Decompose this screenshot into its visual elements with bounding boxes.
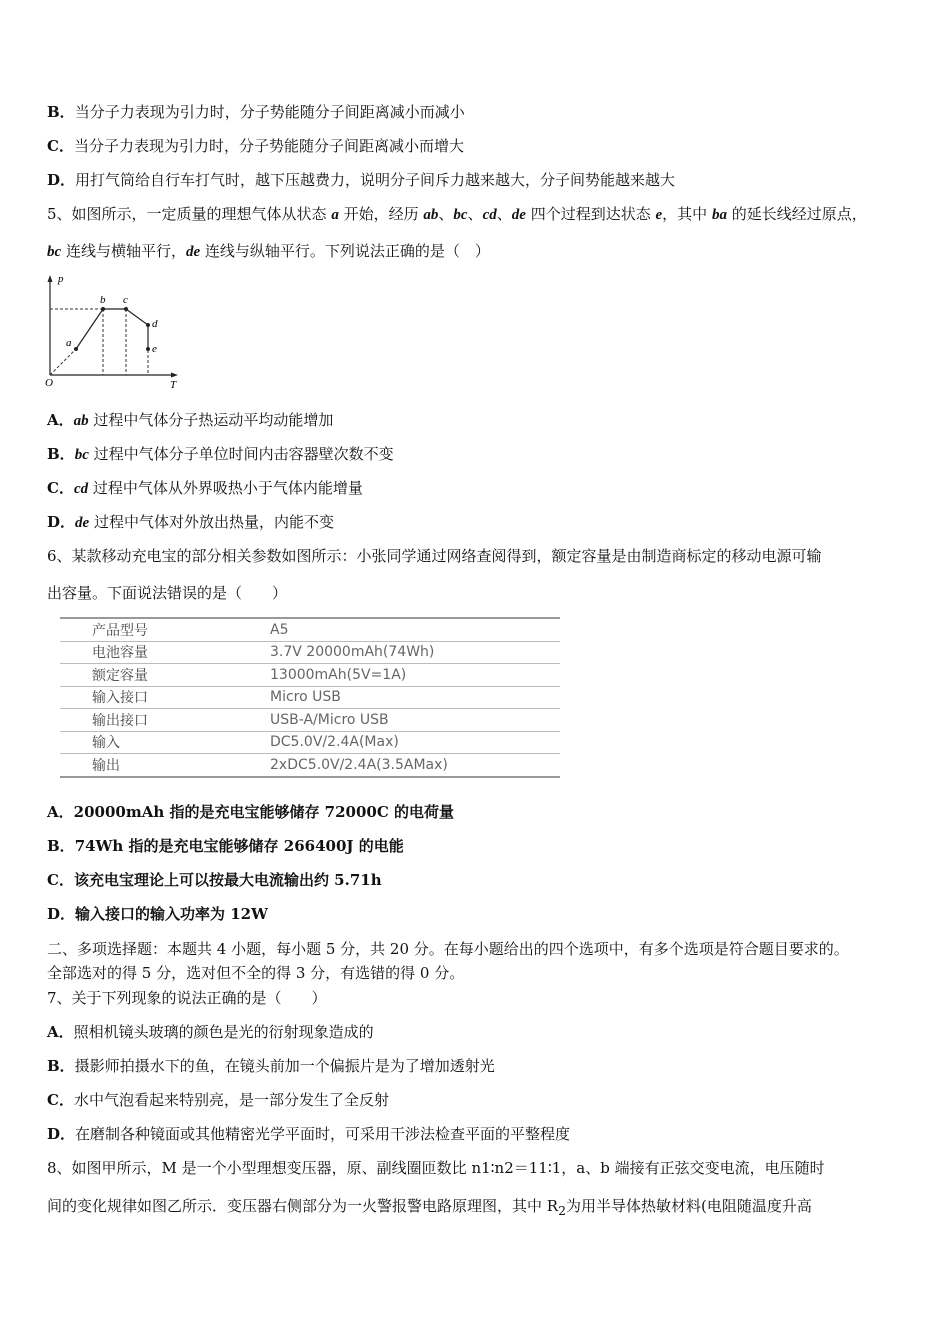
option-text: 过程中气体分子热运动平均动能增加 <box>88 411 334 429</box>
option-label: C． <box>47 871 74 889</box>
pt-graph <box>42 272 182 392</box>
option-text: 该充电宝理论上可以按最大电流输出约 5.71h <box>73 871 382 889</box>
option-label: C． <box>47 1091 74 1109</box>
option-text: 过程中气体从外界吸热小于气体内能增量 <box>88 479 363 497</box>
q7-stem: 7、关于下列现象的说法正确的是（ ） <box>47 989 327 1007</box>
point-label-e: e <box>152 343 157 355</box>
option-text: 当分子力表现为引力时，分子势能随分子间距离减小而增大 <box>73 137 464 155</box>
text: 为用半导体热敏材料(电阻随温度升高 <box>566 1197 812 1215</box>
q8-stem-line2 <box>47 1196 812 1221</box>
text: 、 <box>438 205 454 223</box>
var: de <box>185 244 201 260</box>
spec-value: A5 <box>270 618 560 641</box>
option-label: B． <box>47 103 75 121</box>
text: 开始，经历 <box>338 205 424 223</box>
spec-table <box>60 617 560 778</box>
option-label: D． <box>47 171 76 189</box>
spec-key: 输入 <box>60 731 270 754</box>
q8-stem-line1: 8、如图甲所示，M 是一个小型理想变压器，原、副线圈匝数比 n1∶n2＝11∶1，a、b 端接有正弦交变电流，电压随时 <box>47 1159 825 1177</box>
q7-option-a <box>47 1022 374 1042</box>
origin-label: O <box>45 377 53 389</box>
table-row <box>60 686 560 709</box>
section-heading-line1: 二、多项选择题：本题共 4 小题，每小题 5 分，共 20 分。在每小题给出的四个选项中，有多个选项是符合题目要求的。 <box>47 940 849 958</box>
var: ab <box>423 207 439 223</box>
q4-option-c <box>47 136 464 156</box>
point-label-c: c <box>123 294 128 306</box>
spec-value: Micro USB <box>270 686 560 709</box>
x-label: T <box>170 379 177 391</box>
spec-key: 产品型号 <box>60 618 270 641</box>
q6-option-a <box>47 802 454 822</box>
var: bc <box>74 447 89 463</box>
table-row <box>60 664 560 687</box>
text: 、 <box>496 205 512 223</box>
option-label: C． <box>47 479 74 497</box>
spec-key: 额定容量 <box>60 664 270 687</box>
var: de <box>75 515 90 531</box>
table-row <box>60 618 560 641</box>
option-text: 过程中气体分子单位时间内击容器壁次数不变 <box>88 445 394 463</box>
text: ，其中 <box>662 205 712 223</box>
text: 间的变化规律如图乙所示．变压器右侧部分为一火警报警电路原理图，其中 R <box>47 1197 559 1215</box>
spec-key: 输出 <box>60 754 270 777</box>
option-label: B． <box>47 837 75 855</box>
spec-key: 电池容量 <box>60 641 270 664</box>
text: 连线与纵轴平行。下列说法正确的是（ ） <box>200 242 490 260</box>
q6-stem-line1: 6、某款移动充电宝的部分相关参数如图所示：小张同学通过网络查阅得到，额定容量是由制造商标定的移动电源可输 <box>47 547 822 565</box>
option-label: D． <box>47 1125 76 1143</box>
spec-value: 2xDC5.0V/2.4A(3.5AMax) <box>270 754 560 777</box>
table-row <box>60 709 560 732</box>
option-label: D． <box>47 905 76 923</box>
var: bc <box>47 244 62 260</box>
q6-option-c <box>47 870 382 890</box>
var: de <box>511 207 526 223</box>
option-text: 用打气筒给自行车打气时，越下压越费力，说明分子间斥力越来越大，分子间势能越来越大 <box>75 171 676 189</box>
var: a <box>331 207 339 223</box>
var: cd <box>482 207 497 223</box>
var: bc <box>453 207 468 223</box>
option-text: 74Wh 指的是充电宝能够储存 266400J 的电能 <box>74 837 404 855</box>
table-row <box>60 641 560 664</box>
option-label: C． <box>47 137 74 155</box>
option-label: D． <box>47 513 76 531</box>
q5-option-a <box>47 410 333 431</box>
option-label: B． <box>47 1057 75 1075</box>
arrow-icon <box>171 373 178 378</box>
option-label: A． <box>47 1023 74 1041</box>
q5-option-d <box>47 512 334 533</box>
spec-value: USB-A/Micro USB <box>270 709 560 732</box>
q7-option-b <box>47 1056 495 1076</box>
q4-option-d <box>47 170 675 190</box>
text: 四个过程到达状态 <box>525 205 656 223</box>
option-label: B． <box>47 445 75 463</box>
q5-stem-line1 <box>47 204 867 225</box>
spec-key: 输入接口 <box>60 686 270 709</box>
q5-option-b <box>47 444 394 465</box>
var: cd <box>73 481 89 497</box>
var: e <box>655 207 663 223</box>
option-label: A． <box>47 803 74 821</box>
option-text: 当分子力表现为引力时，分子势能随分子间距离减小而减小 <box>74 103 465 121</box>
option-text: 输入接口的输入功率为 12W <box>75 905 268 923</box>
text: 的延长线经过原点， <box>726 205 867 223</box>
q7-option-c <box>47 1090 389 1110</box>
var: ab <box>73 413 89 429</box>
spec-value: 13000mAh(5V=1A) <box>270 664 560 687</box>
option-text: 过程中气体对外放出热量，内能不变 <box>89 513 334 531</box>
process-path <box>76 309 148 349</box>
option-text: 摄影师拍摄水下的鱼，在镜头前加一个偏振片是为了增加透射光 <box>74 1057 495 1075</box>
q6-option-d <box>47 904 268 924</box>
text: 5、如图所示，一定质量的理想气体从状态 <box>47 205 332 223</box>
option-text: 照相机镜头玻璃的颜色是光的衍射现象造成的 <box>73 1023 374 1041</box>
table-row <box>60 731 560 754</box>
q7-option-d <box>47 1124 570 1144</box>
text: 连线与横轴平行， <box>61 242 186 260</box>
table-row <box>60 754 560 777</box>
subscript: 2 <box>558 1203 567 1218</box>
spec-value: 3.7V 20000mAh(74Wh) <box>270 641 560 664</box>
point-label-d: d <box>152 318 158 330</box>
q4-option-b <box>47 102 465 122</box>
option-text: 水中气泡看起来特别亮，是一部分发生了全反射 <box>73 1091 389 1109</box>
text: 、 <box>467 205 483 223</box>
option-label: A． <box>47 411 74 429</box>
q6-option-b <box>47 836 404 856</box>
q6-stem-line2: 出容量。下面说法错误的是（ ） <box>47 584 288 602</box>
option-text: 在磨制各种镜面或其他精密光学平面时，可采用干涉法检查平面的平整程度 <box>75 1125 571 1143</box>
y-label: p <box>58 273 64 285</box>
q5-option-c <box>47 478 363 499</box>
option-text: 20000mAh 指的是充电宝能够储存 72000C 的电荷量 <box>73 803 455 821</box>
q5-stem-line2 <box>47 241 490 262</box>
point-label-a: a <box>66 337 72 349</box>
spec-key: 输出接口 <box>60 709 270 732</box>
arrow-icon <box>48 275 53 282</box>
section-heading-line2: 全部选对的得 5 分，选对但不全的得 3 分，有选错的得 0 分。 <box>47 964 465 982</box>
var: ba <box>711 207 727 223</box>
point-label-b: b <box>100 294 106 306</box>
spec-value: DC5.0V/2.4A(Max) <box>270 731 560 754</box>
